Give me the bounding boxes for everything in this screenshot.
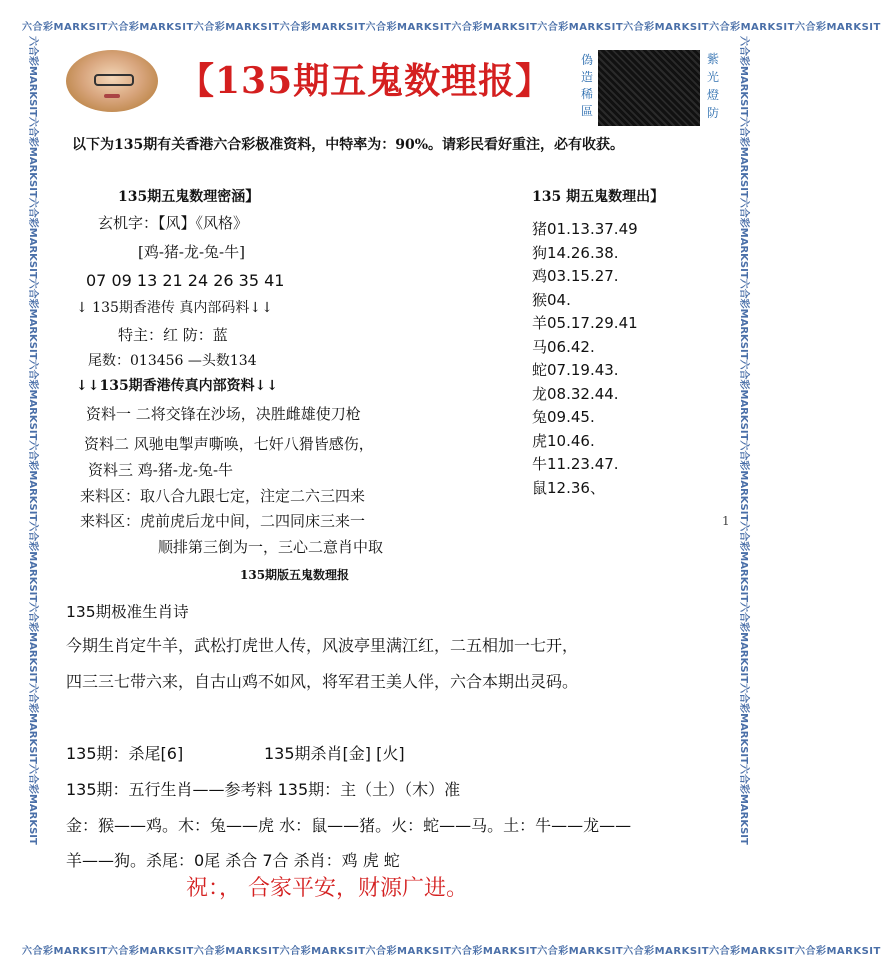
poem-heading: 135期极准生肖诗 — [66, 603, 189, 621]
laiyiliao-line-2: 来料区：虎前虎后龙中间，二四同床三来一 — [80, 512, 366, 530]
zodiac-line: [鸡-猪-龙-兔-牛] — [138, 243, 245, 261]
poem-line-2: 四三三七带六来，自古山鸡不如风，将军君王美人伴，六合本期出灵码。 — [66, 672, 579, 691]
list-item: 猪01.13.37.49 — [532, 220, 638, 238]
elements-line-2: 羊——狗。杀尾：0尾 杀合 7合 杀肖：鸡 虎 蛇 — [66, 851, 400, 870]
avatar-mouth-icon — [104, 94, 120, 98]
list-item: 龙08.32.44. — [532, 384, 619, 403]
border-right-strip: 六合彩MARKSIT六合彩MARKSIT六合彩MARKSIT六合彩MARKSIT六合彩MARKSIT六合彩MARKSIT六合彩MARKSIT六合彩MARKSIT六合彩MARKSIT六合彩MARKSIT — [738, 36, 749, 845]
list-item: 鼠12.36、 — [532, 478, 605, 497]
xuanji-line: 玄机字：【风】《风格》 — [98, 214, 249, 232]
footer-cut-label: 135期版五鬼数理报 — [240, 568, 350, 582]
elements-line-1: 金：猴——鸡。木：兔——虎 水：鼠——猪。火：蛇——马。土：牛——龙—— — [66, 816, 632, 835]
info-line-2: 资料二 风驰电掣声嘶唤，七奸八猾皆感伤， — [84, 435, 374, 453]
left-heading: 135期五鬼数理密涵】 — [118, 189, 260, 205]
security-label-left: 偽造稀區 — [580, 53, 593, 118]
page-title: 【135期五鬼数理报】 — [178, 60, 553, 102]
security-label-right: 紫光燈防 — [706, 52, 719, 120]
tail-head-line: 尾数：013456 —头数134 — [88, 353, 257, 369]
special-line: 特主：红 防：蓝 — [118, 326, 228, 344]
list-item: 牛11.23.47. — [532, 455, 619, 473]
insider-code-heading: ↓ 135期香港传 真内部码料↓↓ — [76, 300, 273, 316]
list-item: 蛇07.19.43. — [532, 361, 619, 379]
kill-tail-line: 135期：杀尾[6] — [66, 744, 184, 763]
border-top-strip: 六合彩MARKSIT六合彩MARKSIT六合彩MARKSIT六合彩MARKSIT六合彩MARKSIT六合彩MARKSIT六合彩MARKSIT六合彩MARKSIT六合彩MARKSIT六合彩MARKSIT — [22, 22, 881, 33]
list-item: 鸡03.15.27. — [532, 267, 619, 285]
list-item: 猴04. — [532, 290, 571, 309]
security-code-block — [598, 50, 700, 126]
laiyiliao-line-3: 顺排第三倒为一，三心二意肖中取 — [158, 538, 384, 556]
avatar-glasses-icon — [94, 74, 134, 86]
border-bottom-strip: 六合彩MARKSIT六合彩MARKSIT六合彩MARKSIT六合彩MARKSIT六合彩MARKSIT六合彩MARKSIT六合彩MARKSIT六合彩MARKSIT六合彩MARKSIT六合彩MARKSIT — [22, 946, 881, 957]
right-heading: 135 期五鬼数理出】 — [532, 189, 665, 205]
list-item: 羊05.17.29.41 — [532, 314, 638, 332]
stray-mark: 1 — [722, 514, 730, 528]
numbers-line: 07 09 13 21 24 26 35 41 — [86, 271, 285, 290]
zodiac-number-list — [532, 218, 712, 500]
five-elements-line: 135期：五行生肖——参考料 135期：主（土）（木）准 — [66, 780, 461, 799]
border-right — [735, 36, 751, 944]
border-left-strip: 六合彩MARKSIT六合彩MARKSIT六合彩MARKSIT六合彩MARKSIT六合彩MARKSIT六合彩MARKSIT六合彩MARKSIT六合彩MARKSIT六合彩MARKSIT六合彩MARKSIT — [27, 36, 38, 845]
border-left — [24, 36, 40, 944]
laiyiliao-line-1: 来料区：取八合九跟七定，注定二六三四来 — [80, 487, 366, 505]
list-item: 狗14.26.38. — [532, 243, 619, 262]
poem-line-1: 今期生肖定牛羊，武松打虎世人传，风波亭里满江红，二五相加一七开， — [66, 636, 579, 655]
info-line-1: 资料一 二将交锋在沙场，决胜雌雄使刀枪 — [86, 405, 361, 423]
insider-info-heading: ↓↓135期香港传真内部资料↓↓ — [76, 378, 279, 394]
avatar — [66, 50, 158, 112]
list-item: 兔09.45. — [532, 408, 595, 426]
info-line-3: 资料三 鸡-猪-龙-兔-牛 — [88, 461, 234, 479]
kill-zodiac-line: 135期杀肖[金] [火] — [264, 744, 405, 763]
intro-text: 以下为135期有关香港六合彩极准资料，中特率为：90%。请彩民看好重注，必有收获。 — [72, 137, 625, 153]
list-item: 马06.42. — [532, 337, 595, 356]
blessing-text: 祝：， 合家平安，财源广进。 — [186, 876, 468, 901]
list-item: 虎10.46. — [532, 431, 595, 450]
